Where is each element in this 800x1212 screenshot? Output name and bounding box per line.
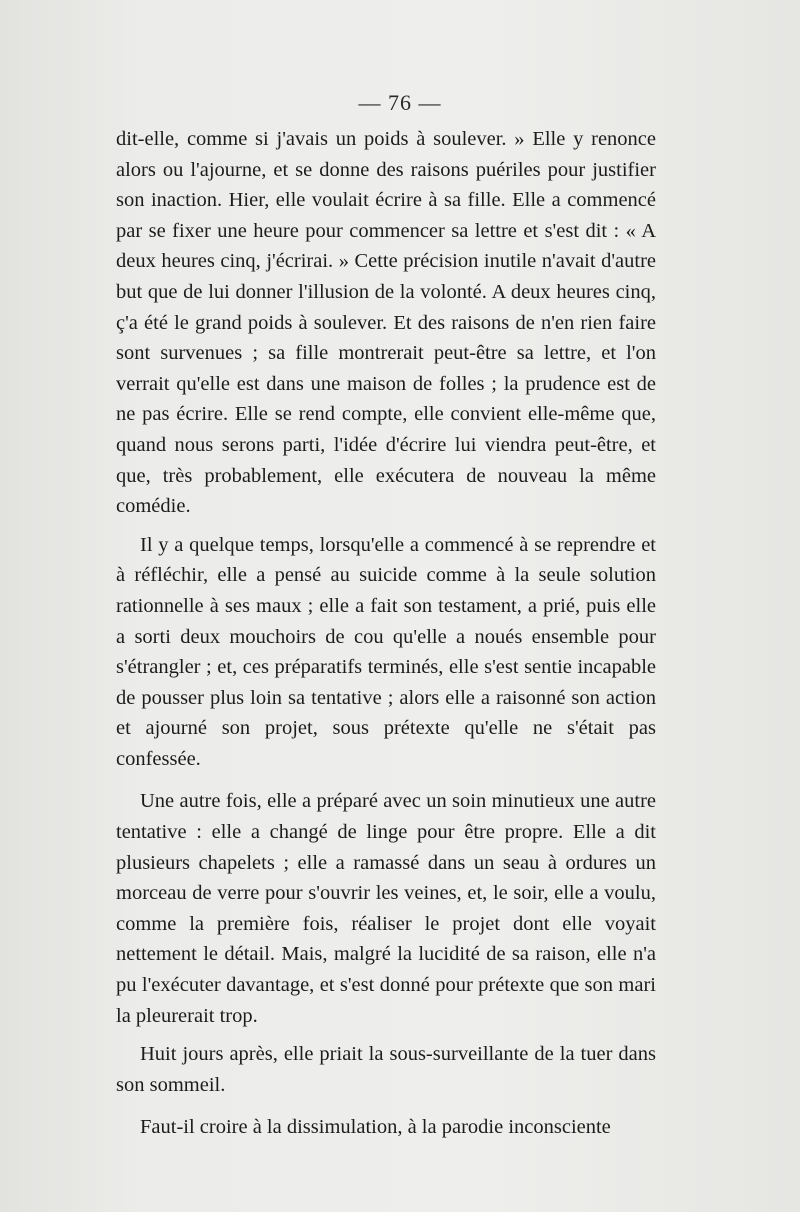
paragraph-3: Une autre fois, elle a préparé avec un soin minutieux une autre tentative : elle a changé de linge pour être propre. Elle a dit plusieurs chapelets ; elle a ramassé dans un seau à ordures un morceau de verre pour s'ouvrir les veines, et, le soir, elle a voulu, comme la première fois, réaliser le projet dont elle voyait nettement le détail. Mais, malgré la lucidité de sa raison, elle n'a pu l'exécuter davantage, et s'est donné pour prétexte que son mari la pleurerait trop. xyxy=(116,790,656,1027)
paragraph-2: Il y a quelque temps, lorsqu'elle a commencé à se reprendre et à réfléchir, elle a pensé au suicide comme à la seule solution rationnelle à ses maux ; elle a fait son testament, a prié, puis elle a sorti deux mouchoirs de cou qu'elle a noués ensemble pour s'étrangler ; et, ces préparatifs terminés, elle s'est sentie incapable de pousser plus loin sa tentative ; alors elle a raisonné son action et ajourné son projet, sous prétexte qu'elle ne s'était pas confessée. xyxy=(116,533,656,770)
paragraph-1: dit-elle, comme si j'avais un poids à soulever. » Elle y renonce alors ou l'ajourne, et se donne des raisons puériles pour justifier son inaction. Hier, elle voulait écrire à sa fille. Elle a commencé par se fixer une heure pour commencer sa lettre et s'est dit : « A deux heures cinq, j'écrirai. » Cette précision inutile n'avait d'autre but que de lui donner l'illusion de la volonté. A deux heures cinq, ç'a été le grand poids à soulever. Et des raisons de n'en rien faire sont survenues ; sa fille montrerait peut-être sa lettre, et l'on verrait qu'elle est dans une maison de folles ; la prudence est de ne pas écrire. Elle se rend compte, elle convient elle-même que, quand nous serons parti, l'idée d'écrire lui viendra peut-être, et que, très probablement, elle exécutera de nouveau la même comédie. xyxy=(116,128,656,518)
paragraph-4: Huit jours après, elle priait la sous-surveillante de la tuer dans son sommeil. xyxy=(116,1043,656,1096)
body-text xyxy=(116,124,656,1143)
page-number: — 76 — xyxy=(358,90,442,115)
paragraph-5: Faut-il croire à la dissimulation, à la parodie inconsciente xyxy=(140,1116,611,1139)
